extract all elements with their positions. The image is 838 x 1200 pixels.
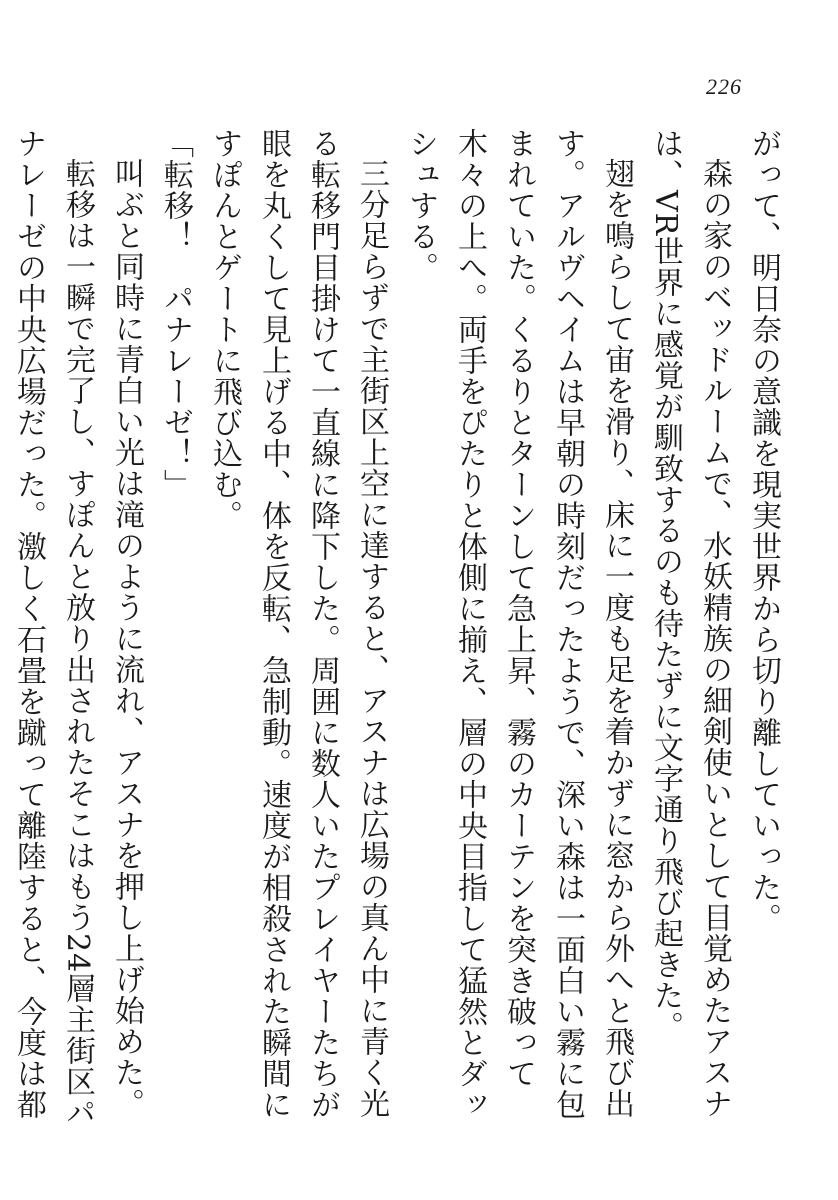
paragraph: 転移は一瞬で完了し、すぽんと放り出されたそこはもう24層主街区パナレーゼの中央広場だった。激しく石畳を蹴って離陸すると、今度は都	[11, 128, 95, 1129]
paragraph: 叫ぶと同時に青白い光は滝のように流れ、アスナを押し上げ始めた。	[109, 158, 144, 1119]
paragraph: がって、明日奈の意識を現実世界から切り離していった。	[746, 128, 781, 934]
paragraph: 三分足らずで主街区上空に達すると、アスナは広場の真ん中に青く光る転移門目掛けて一直線に降下した。周囲に数人いたプレイヤーたちが眼を丸くして見上げる中、体を反転、急制動。速度が相殺された瞬間にすぽんとゲートに飛び込む。	[207, 128, 389, 1120]
paragraph: 「転移！ パナレーゼ！」	[158, 128, 193, 500]
paragraph: 森の家のベッドルームで、水妖精族の細剣使いとして目覚めたアスナは、VR世界に感覚が馴致するのも待たずに文字通り飛び起きた。	[648, 128, 732, 1119]
page-number: 226	[706, 74, 742, 99]
paragraph: 翅を鳴らして宙を滑り、床に一度も足を着かずに窓から外へと飛び出す。アルヴヘイムは早朝の時刻だったようで、深い森は一面白い霧に包まれていた。くるりとターンして急上昇、霧のカーテンを突き破って木々の上へ。両手をぴたりと体側に揃え、層の中央目指して猛然とダッシュする。	[403, 128, 634, 1120]
body-text	[0, 128, 788, 1138]
